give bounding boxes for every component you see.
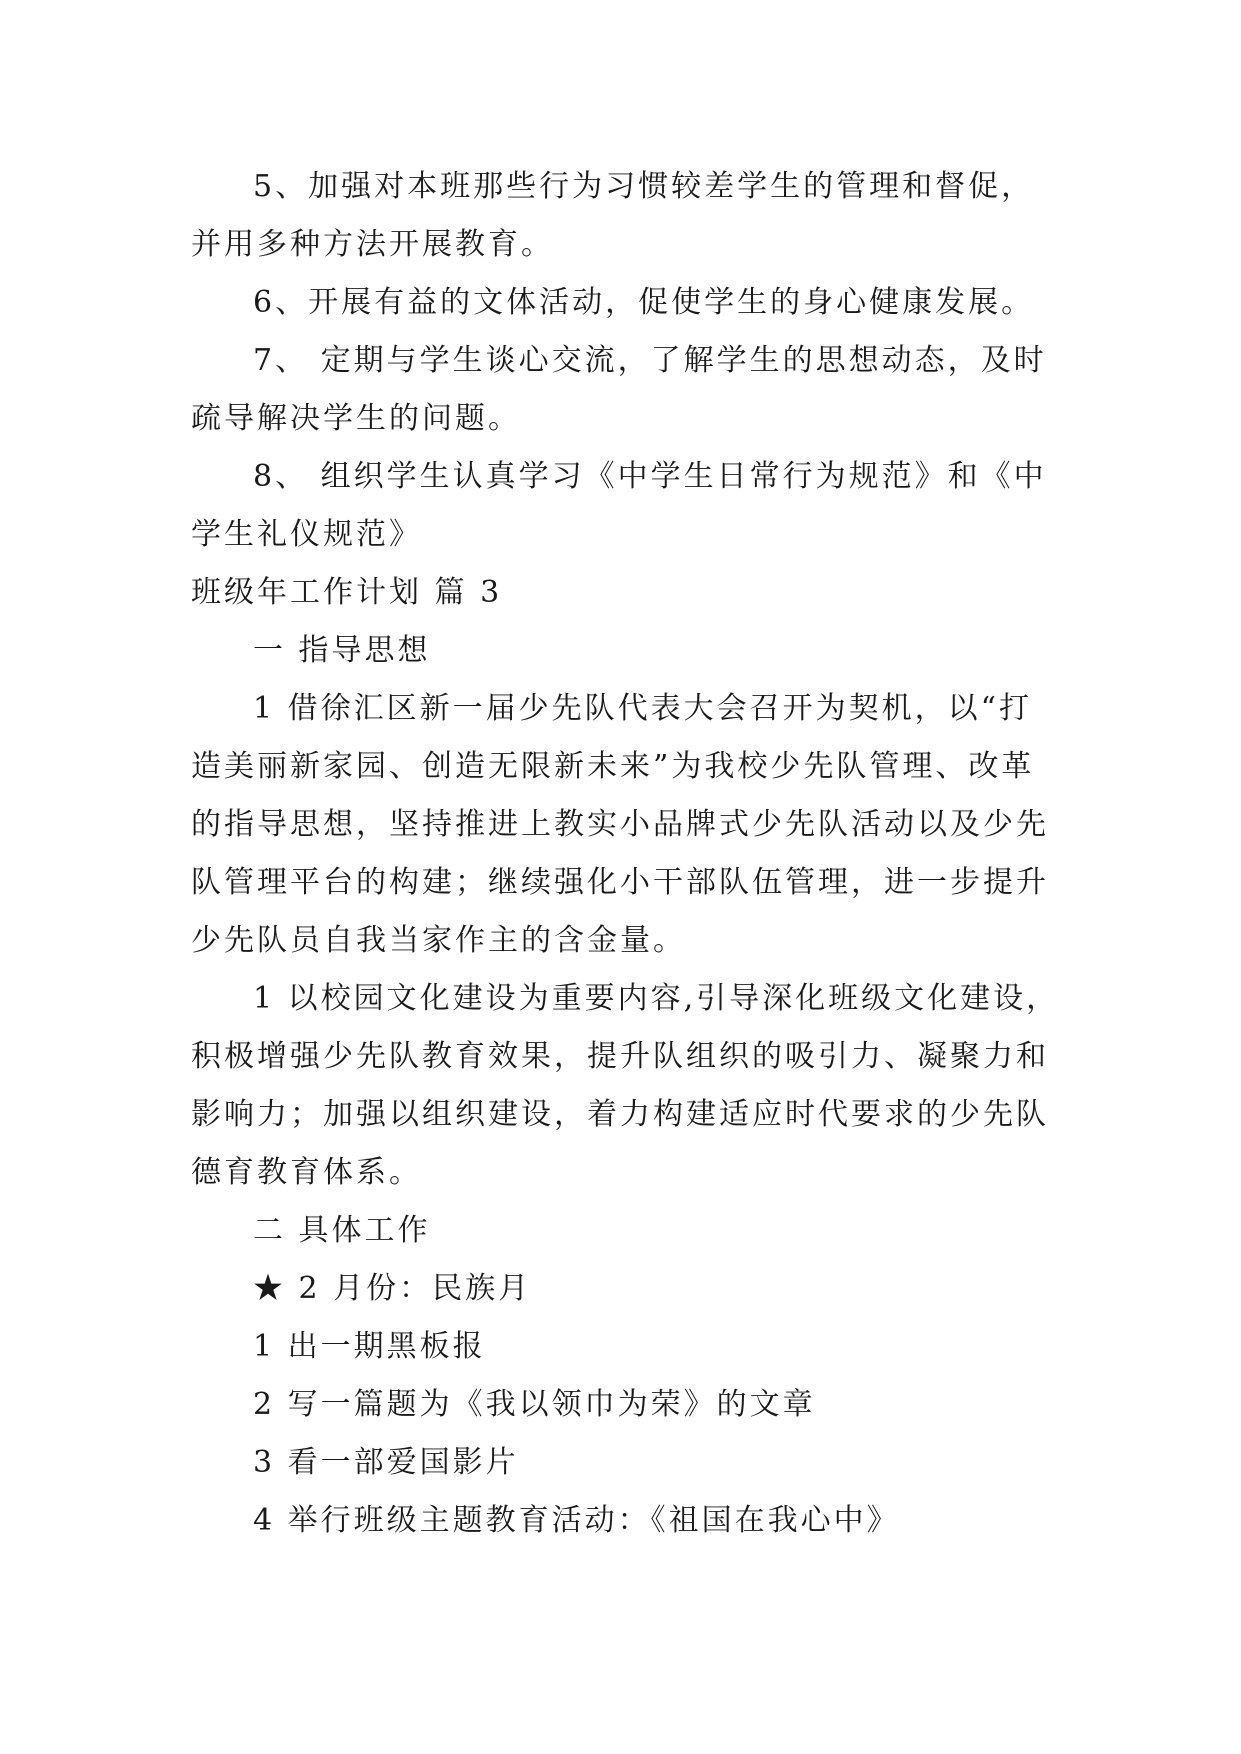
document-body bbox=[191, 158, 1060, 1550]
paragraph-line: 影响力；加强以组织建设，着力构建适应时代要求的少先队 bbox=[191, 1097, 1049, 1132]
list-item: 1 出一期黑板报 bbox=[253, 1329, 486, 1364]
paragraph-line: 1 以校园文化建设为重要内容,引导深化班级文化建设， bbox=[253, 981, 1060, 1016]
paragraph-line: 6、开展有益的文体活动，促使学生的身心健康发展。 bbox=[253, 285, 1035, 320]
paragraph-line: 德育教育体系。 bbox=[191, 1155, 422, 1190]
list-item: 4 举行班级主题教育活动：《祖国在我心中》 bbox=[253, 1503, 900, 1538]
paragraph-line: 5、加强对本班那些行为习惯较差学生的管理和督促， bbox=[253, 169, 1035, 204]
paragraph-line: 疏导解决学生的问题。 bbox=[191, 401, 521, 436]
list-item: 2 写一篇题为《我以领巾为荣》的文章 bbox=[253, 1387, 816, 1422]
list-item: 3 看一部爱国影片 bbox=[253, 1445, 519, 1480]
subsection-heading: 一 指导思想 bbox=[253, 633, 431, 668]
subsection-heading: 二 具体工作 bbox=[253, 1213, 431, 1248]
section-heading: 班级年工作计划 篇 3 bbox=[191, 575, 503, 610]
paragraph-line: 7、 定期与学生谈心交流，了解学生的思想动态，及时 bbox=[253, 343, 1047, 378]
paragraph-line: 1 借徐汇区新一届少先队代表大会召开为契机，以“打 bbox=[253, 691, 1032, 726]
paragraph-line: 8、 组织学生认真学习《中学生日常行为规范》和《中 bbox=[253, 459, 1047, 494]
paragraph-line: 学生礼仪规范》 bbox=[191, 517, 422, 552]
paragraph-line: 的指导思想，坚持推进上教实小品牌式少先队活动以及少先 bbox=[191, 807, 1049, 842]
paragraph-line: 少先队员自我当家作主的含金量。 bbox=[191, 923, 686, 958]
paragraph-line: 并用多种方法开展教育。 bbox=[191, 227, 554, 262]
paragraph-line: 积极增强少先队教育效果，提升队组织的吸引力、凝聚力和 bbox=[191, 1039, 1049, 1074]
paragraph-line: 造美丽新家园、创造无限新未来”为我校少先队管理、改革 bbox=[191, 749, 1035, 784]
month-heading: ★ 2 月份：民族月 bbox=[253, 1271, 532, 1306]
paragraph-line: 队管理平台的构建；继续强化小干部队伍管理，进一步提升 bbox=[191, 865, 1049, 900]
